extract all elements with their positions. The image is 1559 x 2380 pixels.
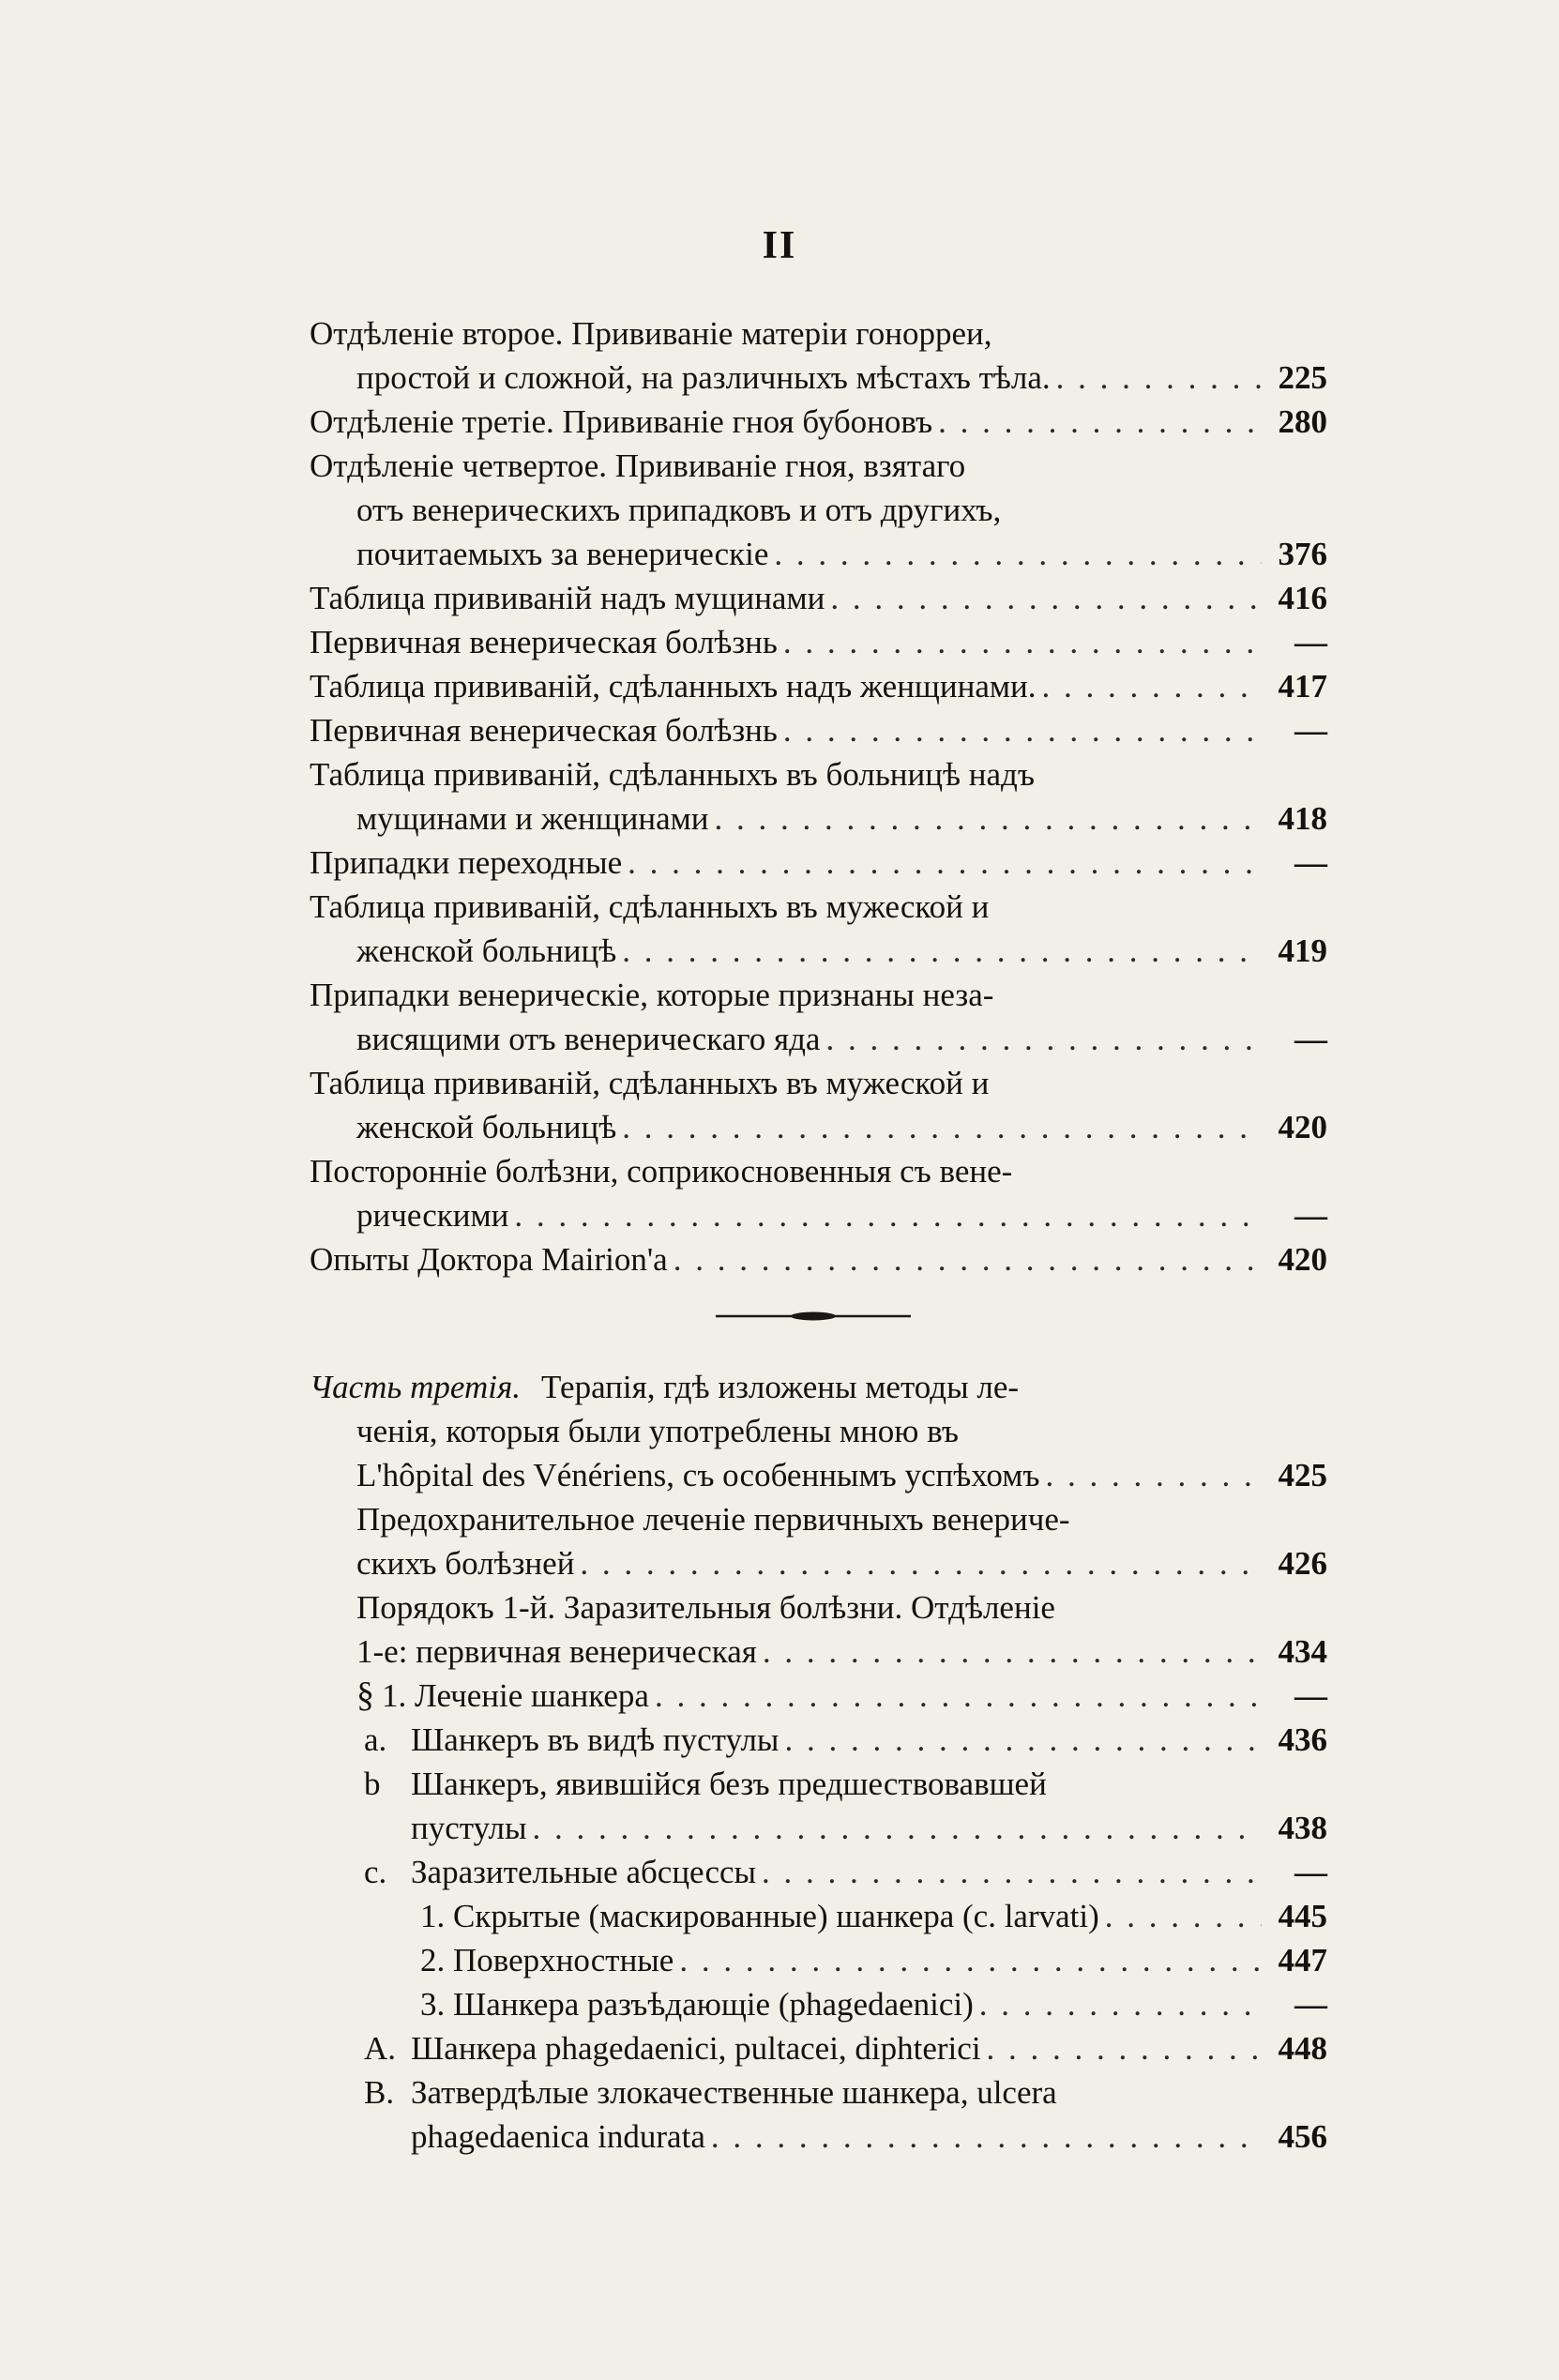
leader-dots — [1042, 664, 1262, 708]
toc-page-number: 418 — [1278, 800, 1327, 837]
item-marker: a. — [364, 1721, 387, 1758]
toc-entry-text: Таблица прививаній, сдѣланныхъ въ мужеской и — [310, 888, 990, 925]
toc-page-number: 448 — [1278, 2030, 1327, 2067]
leader-dots — [979, 1982, 1262, 2026]
toc-entry-text: Порядокъ 1-й. Заразительныя болѣзни. Отдѣленіе — [356, 1589, 1055, 1626]
toc-page-number: — — [1294, 1197, 1327, 1234]
toc-entry — [310, 620, 1327, 664]
toc-entry-text: 3. Шанкера разъѣдающіе (phagedaenici) — [420, 1986, 974, 2023]
leader-dots — [533, 1806, 1262, 1850]
item-marker: b — [364, 1766, 381, 1802]
toc-entry-text: почитаемыхъ за венерическіе — [356, 536, 769, 572]
toc-section-2 — [310, 1365, 1327, 2159]
page-number: II — [762, 224, 797, 267]
leader-dots — [715, 796, 1262, 841]
toc-entry — [310, 311, 1327, 400]
leader-dots — [514, 1193, 1262, 1237]
toc-entry-text: Таблица прививаній, сдѣланныхъ въ больницѣ надъ — [310, 756, 1035, 793]
toc-entry-text: 2. Поверхностные — [420, 1942, 674, 1978]
leader-dots — [830, 576, 1262, 620]
toc-entry — [310, 400, 1327, 444]
leader-dots — [1105, 1894, 1262, 1938]
toc-entry-text: Шанкера phagedaenici, pultacei, diphterici — [411, 2030, 981, 2067]
toc-entry — [310, 1061, 1327, 1149]
toc-entry — [310, 1718, 1327, 1762]
toc-entry-text: мущинами и женщинами — [356, 800, 709, 837]
toc-page-number: 416 — [1278, 580, 1327, 616]
toc-page-number: — — [1294, 712, 1327, 749]
toc-entry-text: Терапія, гдѣ изложены методы ле- — [540, 1369, 1020, 1405]
toc-entry — [310, 2070, 1327, 2159]
toc-entry — [310, 576, 1327, 620]
leader-dots — [674, 1237, 1262, 1281]
toc-entry — [310, 1850, 1327, 1894]
toc-entry-text: Первичная венерическая болѣзнь — [310, 624, 778, 660]
toc-entry-text: Предохранительное леченіе первичныхъ венериче- — [356, 1501, 1070, 1538]
section-sign: § — [356, 1675, 374, 1715]
toc-page-number: 280 — [1278, 403, 1327, 440]
toc-entry — [310, 1982, 1327, 2026]
toc-page-number: 425 — [1278, 1457, 1327, 1493]
toc-page-number: 225 — [1278, 359, 1327, 396]
toc-entry-text: Опыты Доктора Mairion'а — [310, 1241, 668, 1278]
toc-entry — [310, 1585, 1327, 1674]
toc-page-number: 436 — [1278, 1721, 1327, 1758]
leader-dots — [655, 1674, 1262, 1718]
toc-entry-text: женской больницѣ — [356, 1109, 617, 1145]
toc-entry — [310, 1938, 1327, 1982]
toc-entry — [310, 973, 1327, 1061]
leader-dots — [1045, 1453, 1262, 1497]
leader-dots — [711, 2115, 1262, 2159]
toc-entry — [310, 841, 1327, 885]
toc-entry — [310, 1674, 1327, 1718]
toc-entry-text: рическими — [356, 1197, 509, 1234]
part-label: Часть третія. — [310, 1369, 521, 1405]
toc-page-number: 376 — [1278, 536, 1327, 572]
toc-page-number: 434 — [1278, 1633, 1327, 1670]
toc-entry-text: Припадки переходные — [310, 844, 623, 881]
toc-entry-text: L'hôpital des Vénériens, съ особеннымъ успѣхомъ — [356, 1457, 1040, 1493]
item-marker: A. — [364, 2030, 397, 2067]
toc-entry-text: женской больницѣ — [356, 932, 617, 969]
toc-entry-text: Таблица прививаній, сдѣланныхъ надъ женщинами. — [310, 668, 1037, 705]
leader-dots — [1056, 356, 1262, 400]
toc-page-number: 447 — [1278, 1942, 1327, 1978]
toc-page-number: 419 — [1278, 932, 1327, 969]
leader-dots — [783, 708, 1262, 752]
toc-page-number: 420 — [1278, 1109, 1327, 1145]
toc-entry — [310, 708, 1327, 752]
toc-entry — [310, 1894, 1327, 1938]
toc-entry-text: 1-е: первичная венерическая — [356, 1633, 757, 1670]
toc-entry-text: Затвердѣлые злокачественные шанкера, ulcera — [411, 2074, 1057, 2111]
toc-page-number: — — [1294, 844, 1327, 881]
toc-entry-text: Посторонніе болѣзни, соприкосновенныя съ вене- — [310, 1153, 1013, 1190]
section-divider-ornament — [716, 1310, 911, 1323]
toc-entry-text: ченія, которыя были употреблены мною въ — [356, 1413, 959, 1449]
toc-entry-text: 1. Скрытые (маскированные) шанкера (c. larvati) — [420, 1898, 1099, 1934]
toc-entry-text: Таблица прививаній надъ мущинами — [310, 580, 825, 616]
toc-entry — [310, 444, 1327, 576]
leader-dots — [622, 1105, 1262, 1149]
leader-dots — [763, 1630, 1262, 1674]
toc-entry-text: скихъ болѣзней — [356, 1545, 575, 1582]
leader-dots — [783, 620, 1262, 664]
item-marker: B. — [364, 2074, 395, 2111]
toc-entry-text: простой и сложной, на различныхъ мѣстахъ тѣла. — [356, 359, 1051, 396]
toc-entry — [310, 1365, 1327, 1497]
toc-page-number: — — [1294, 1854, 1327, 1890]
leader-dots — [580, 1541, 1262, 1585]
leader-dots — [628, 841, 1262, 885]
toc-entry — [310, 885, 1327, 973]
toc-page-number: 456 — [1278, 2118, 1327, 2155]
leader-dots — [825, 1017, 1262, 1061]
leader-dots — [762, 1850, 1262, 1894]
toc-entry-text: Заразительные абсцессы — [411, 1854, 757, 1890]
toc-entry-text: Шанкеръ въ видѣ пустулы — [411, 1721, 780, 1758]
leader-dots — [938, 400, 1262, 444]
toc-entry — [310, 752, 1327, 841]
toc-entry-text: Отдѣленіе второе. Прививаніе матеріи гонорреи, — [310, 315, 992, 352]
toc-entry — [310, 664, 1327, 708]
leader-dots — [774, 532, 1262, 576]
toc-page-number: 438 — [1278, 1810, 1327, 1846]
toc-page-number: — — [1294, 624, 1327, 660]
toc-page-number: 445 — [1278, 1898, 1327, 1934]
toc-entry-text: Отдѣленіе третіе. Прививаніе гноя бубоновъ — [310, 403, 933, 440]
toc-entry-text: phagedaenica indurata — [411, 2118, 705, 2155]
toc-entry-text: Припадки венерическіе, которые признаны неза- — [310, 977, 994, 1013]
item-marker: c. — [364, 1854, 387, 1890]
toc-page-number: — — [1294, 1986, 1327, 2023]
toc-entry — [310, 1149, 1327, 1237]
toc-page-number: — — [1294, 1021, 1327, 1057]
toc-entry-text: Первичная венерическая болѣзнь — [310, 712, 778, 749]
toc-entry-text: висящими отъ венерическаго яда — [356, 1021, 821, 1057]
leader-dots — [679, 1938, 1262, 1982]
toc-entry-text: 1. Леченіе шанкера — [382, 1677, 649, 1714]
toc-section-1 — [310, 311, 1327, 1281]
toc-entry — [310, 1762, 1327, 1850]
toc-page-number: 417 — [1278, 668, 1327, 705]
toc-page-number: 426 — [1278, 1545, 1327, 1582]
toc-entry — [310, 1237, 1327, 1281]
leader-dots — [784, 1718, 1262, 1762]
toc-entry-text: Таблица прививаній, сдѣланныхъ въ мужеской и — [310, 1065, 990, 1101]
leader-dots — [987, 2026, 1262, 2070]
toc-entry-text: пустулы — [411, 1810, 527, 1846]
toc-entry — [310, 2026, 1327, 2070]
toc-entry-text: Отдѣленіе четвертое. Прививаніе гноя, взятаго — [310, 447, 966, 484]
toc-page-number: — — [1294, 1677, 1327, 1714]
toc-entry — [310, 1497, 1327, 1585]
toc-entry-text: Шанкеръ, явившійся безъ предшествовавшей — [411, 1766, 1047, 1802]
leader-dots — [622, 929, 1262, 973]
toc-entry-text: отъ венерическихъ припадковъ и отъ другихъ, — [356, 492, 1002, 528]
toc-page-number: 420 — [1278, 1241, 1327, 1278]
